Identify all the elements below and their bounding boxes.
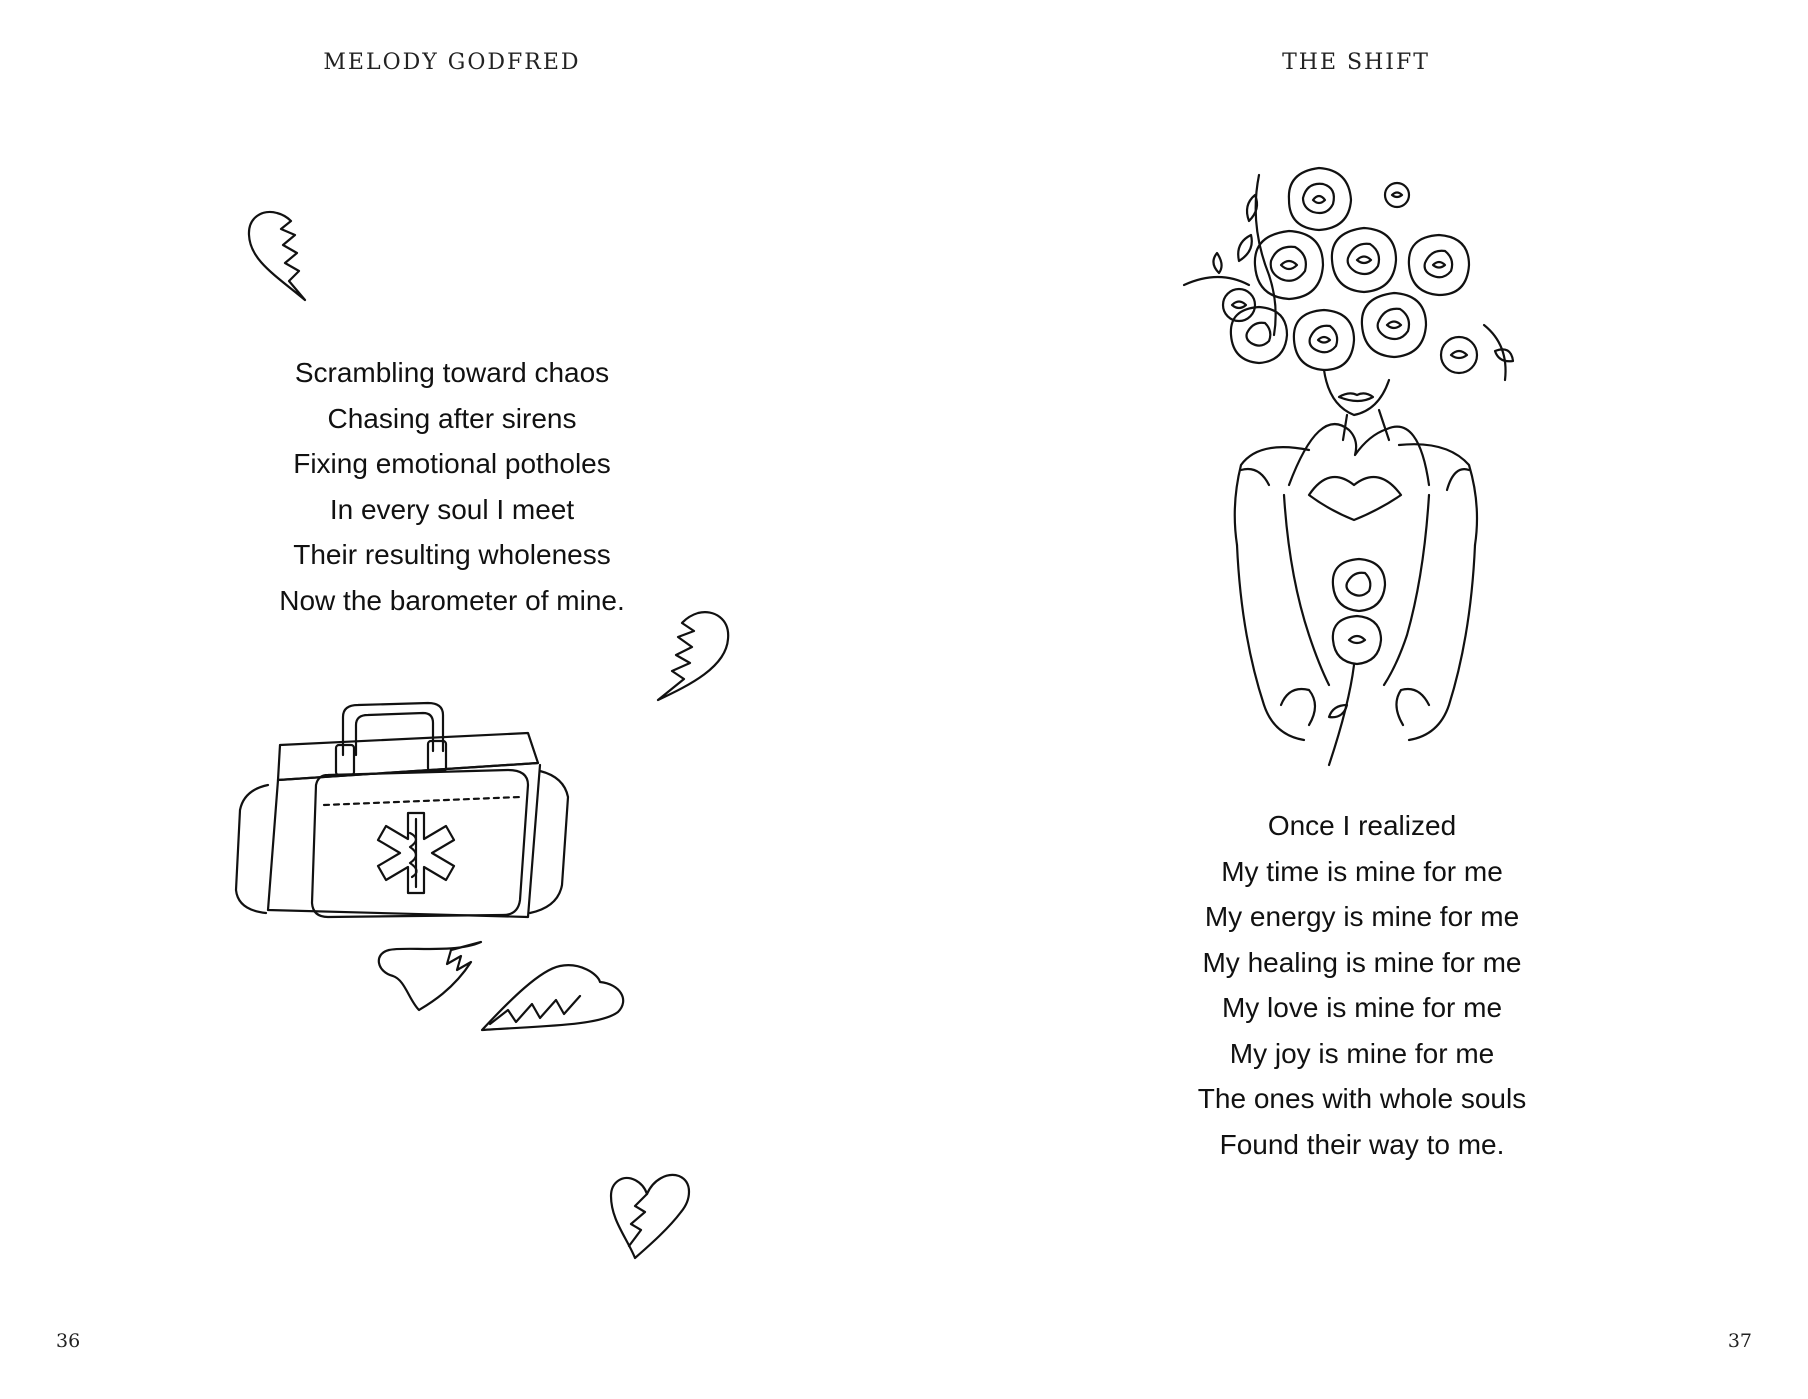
poem-line: My love is mine for me [1221, 992, 1503, 1023]
running-head-title: THE SHIFT [1282, 50, 1430, 75]
running-head-author: MELODY GODFRED [323, 50, 581, 75]
poem-line: Once I realized [1267, 810, 1457, 841]
broken-heart-half-icon [650, 605, 735, 705]
page-number: 37 [1727, 1330, 1752, 1352]
poem-line: Fixing emotional potholes [293, 448, 611, 479]
poem-line: Their resulting wholeness [293, 539, 611, 570]
poem-right [1060, 803, 1664, 1167]
poem-line: Found their way to me. [1219, 1128, 1505, 1160]
broken-heart-half-icon [245, 205, 325, 305]
poem-line: My energy is mine for me [1204, 901, 1520, 932]
poem-line: My healing is mine for me [1202, 946, 1522, 978]
broken-heart-icon [605, 1170, 695, 1265]
page-number: 36 [56, 1330, 81, 1352]
medical-bag-icon [228, 685, 578, 930]
flower-head-woman-icon [1179, 165, 1519, 775]
poem-line: In every soul I meet [329, 493, 575, 525]
broken-heart-half-icon [480, 960, 630, 1035]
broken-heart-half-icon [375, 940, 485, 1015]
poem-left [150, 350, 754, 623]
poem-line: My joy is mine for me [1229, 1037, 1495, 1069]
poem-line: My time is mine for me [1221, 855, 1503, 887]
poem-line: The ones with whole souls [1197, 1083, 1527, 1114]
right-page [904, 0, 1808, 1399]
poem-line: Scrambling toward chaos [294, 357, 610, 388]
poem-line: Chasing after sirens [327, 402, 577, 434]
poem-line: Now the barometer of mine. [279, 584, 625, 616]
